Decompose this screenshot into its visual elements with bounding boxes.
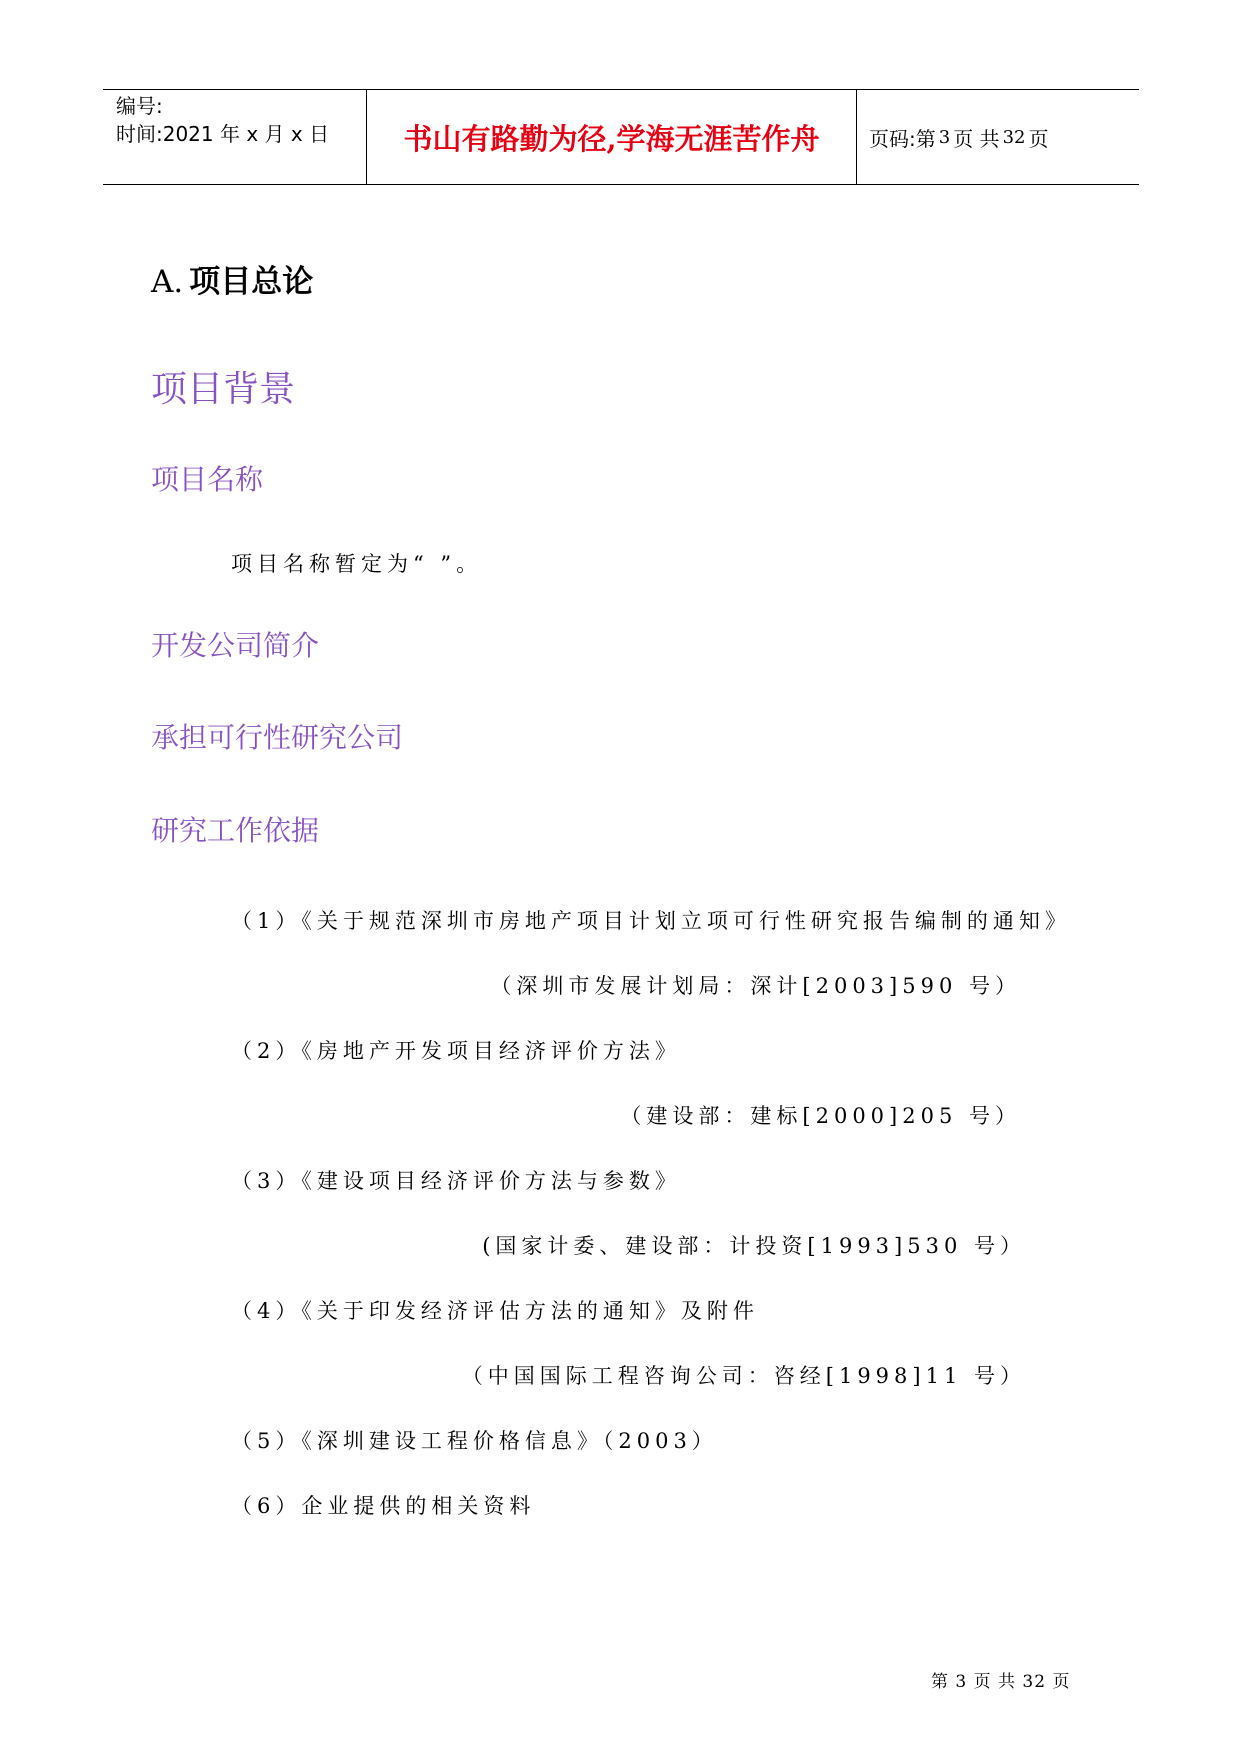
serial-label: 编号:	[116, 94, 163, 118]
section-heading-project-name: 项目名称	[151, 463, 264, 496]
reference-source: (国家计委、建设部：计投资[1993]530 号）	[482, 1234, 1026, 1258]
header-page-info	[869, 90, 1048, 184]
time-label: 时间:2021 年 x 月 x 日	[116, 122, 330, 146]
header-meta	[116, 92, 329, 148]
reference-source: （中国国际工程咨询公司：咨经[1998]11 号）	[461, 1364, 1026, 1388]
page-footer: 第 3 页 共 32 页	[931, 1672, 1071, 1692]
reference-item: （5）《深圳建设工程价格信息》（2003）	[231, 1429, 718, 1453]
reference-source: （建设部：建标[2000]205 号）	[620, 1104, 1021, 1128]
reference-item: （4）《关于印发经济评估方法的通知》及附件	[231, 1299, 759, 1323]
reference-item: （3）《建设项目经济评价方法与参数》	[231, 1169, 681, 1193]
reference-item: （1）《关于规范深圳市房地产项目计划立项可行性研究报告编制的通知》	[231, 909, 1071, 933]
page-middle: 页 共	[953, 126, 1000, 151]
chapter-title	[151, 262, 313, 302]
section-heading-basis: 研究工作依据	[151, 814, 320, 847]
chapter-letter: A.	[151, 264, 184, 300]
page-suffix: 页	[1028, 126, 1049, 151]
header-motto: 书山有路勤为径,学海无涯苦作舟	[403, 121, 820, 156]
section-heading-developer: 开发公司简介	[151, 629, 320, 662]
page-header	[103, 89, 1139, 185]
section-heading-research-company: 承担可行性研究公司	[151, 721, 404, 754]
total-pages: 32	[1002, 126, 1026, 148]
header-divider	[856, 90, 857, 184]
reference-item: （6）企业提供的相关资料	[231, 1494, 536, 1518]
project-name-text: 项目名称暂定为“ ”。	[231, 552, 483, 576]
page-prefix: 页码:第	[869, 126, 936, 151]
reference-source: （深圳市发展计划局：深计[2003]590 号）	[490, 974, 1021, 998]
page-number: 3	[938, 126, 951, 148]
chapter-name: 项目总论	[189, 264, 314, 300]
section-heading-background: 项目背景	[151, 369, 296, 410]
reference-item: （2）《房地产开发项目经济评价方法》	[231, 1039, 681, 1063]
